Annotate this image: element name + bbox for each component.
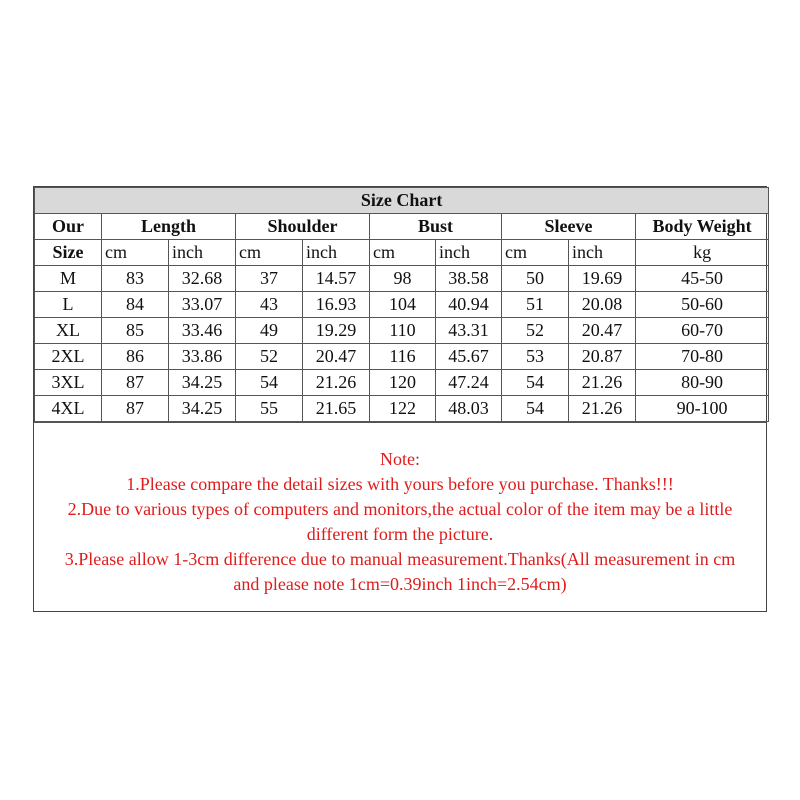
size-label-cell: L bbox=[35, 292, 102, 318]
size-value-cell: 83 bbox=[102, 266, 169, 292]
size-value-cell: 86 bbox=[102, 344, 169, 370]
bust-header: Bust bbox=[370, 214, 502, 240]
unit-cell: cm bbox=[102, 240, 169, 266]
size-value-cell: 54 bbox=[502, 370, 569, 396]
size-value-cell: 21.65 bbox=[303, 396, 370, 422]
table-row bbox=[35, 396, 769, 422]
size-label-cell: M bbox=[35, 266, 102, 292]
unit-cell: cm bbox=[236, 240, 303, 266]
note-line: and please note 1cm=0.39inch 1inch=2.54cm) bbox=[233, 574, 567, 594]
group-header-row bbox=[35, 214, 769, 240]
size-value-cell: 21.26 bbox=[569, 396, 636, 422]
size-label-cell: 4XL bbox=[35, 396, 102, 422]
sleeve-header: Sleeve bbox=[502, 214, 636, 240]
unit-cell: inch bbox=[169, 240, 236, 266]
size-value-cell: 33.46 bbox=[169, 318, 236, 344]
size-value-cell: 33.86 bbox=[169, 344, 236, 370]
size-value-cell: 20.47 bbox=[569, 318, 636, 344]
note-line: different form the picture. bbox=[306, 524, 494, 544]
size-value-cell: 87 bbox=[102, 370, 169, 396]
table-row bbox=[35, 318, 769, 344]
size-value-cell: 45-50 bbox=[636, 266, 769, 292]
note-line: 3.Please allow 1-3cm difference due to manual measurement.Thanks(All measurement in cm bbox=[64, 549, 736, 569]
size-value-cell: 14.57 bbox=[303, 266, 370, 292]
size-value-cell: 70-80 bbox=[636, 344, 769, 370]
size-value-cell: 47.24 bbox=[436, 370, 502, 396]
size-chart bbox=[33, 186, 767, 612]
body-weight-header: Body Weight bbox=[636, 214, 769, 240]
size-value-cell: 21.26 bbox=[569, 370, 636, 396]
size-value-cell: 53 bbox=[502, 344, 569, 370]
size-value-cell: 50-60 bbox=[636, 292, 769, 318]
size-value-cell: 51 bbox=[502, 292, 569, 318]
size-value-cell: 21.26 bbox=[303, 370, 370, 396]
size-value-cell: 84 bbox=[102, 292, 169, 318]
size-value-cell: 37 bbox=[236, 266, 303, 292]
size-value-cell: 54 bbox=[502, 396, 569, 422]
length-header: Length bbox=[102, 214, 236, 240]
size-value-cell: 55 bbox=[236, 396, 303, 422]
size-value-cell: 90-100 bbox=[636, 396, 769, 422]
shoulder-header: Shoulder bbox=[236, 214, 370, 240]
table-row bbox=[35, 344, 769, 370]
size-value-cell: 120 bbox=[370, 370, 436, 396]
size-value-cell: 32.68 bbox=[169, 266, 236, 292]
unit-header-row bbox=[35, 240, 769, 266]
size-value-cell: 80-90 bbox=[636, 370, 769, 396]
size-value-cell: 43.31 bbox=[436, 318, 502, 344]
note-line: 1.Please compare the detail sizes with yours before you purchase. Thanks!!! bbox=[126, 474, 674, 494]
size-value-cell: 110 bbox=[370, 318, 436, 344]
note-heading: Note: bbox=[380, 449, 420, 469]
table-row bbox=[35, 266, 769, 292]
size-value-cell: 34.25 bbox=[169, 370, 236, 396]
notes-section bbox=[34, 422, 766, 611]
size-value-cell: 104 bbox=[370, 292, 436, 318]
size-value-cell: 54 bbox=[236, 370, 303, 396]
size-value-cell: 116 bbox=[370, 344, 436, 370]
unit-cell: inch bbox=[436, 240, 502, 266]
unit-cell: cm bbox=[370, 240, 436, 266]
size-value-cell: 20.47 bbox=[303, 344, 370, 370]
unit-cell: inch bbox=[569, 240, 636, 266]
size-label-cell: XL bbox=[35, 318, 102, 344]
size-value-cell: 20.87 bbox=[569, 344, 636, 370]
size-value-cell: 85 bbox=[102, 318, 169, 344]
our-size-header: Our bbox=[35, 214, 102, 240]
size-value-cell: 122 bbox=[370, 396, 436, 422]
size-value-cell: 60-70 bbox=[636, 318, 769, 344]
size-value-cell: 52 bbox=[236, 344, 303, 370]
note-line: 2.Due to various types of computers and monitors,the actual color of the item may be a little bbox=[67, 499, 733, 519]
size-value-cell: 98 bbox=[370, 266, 436, 292]
our-size-header-line2: Size bbox=[35, 240, 102, 266]
size-value-cell: 33.07 bbox=[169, 292, 236, 318]
size-rows bbox=[35, 266, 769, 422]
table-row bbox=[35, 292, 769, 318]
unit-cell: kg bbox=[636, 240, 769, 266]
size-value-cell: 34.25 bbox=[169, 396, 236, 422]
size-value-cell: 48.03 bbox=[436, 396, 502, 422]
size-value-cell: 19.69 bbox=[569, 266, 636, 292]
size-table bbox=[34, 187, 769, 422]
size-value-cell: 16.93 bbox=[303, 292, 370, 318]
unit-cell: cm bbox=[502, 240, 569, 266]
size-label-cell: 2XL bbox=[35, 344, 102, 370]
title-row bbox=[35, 188, 769, 214]
chart-title: Size Chart bbox=[35, 188, 769, 214]
size-value-cell: 52 bbox=[502, 318, 569, 344]
size-value-cell: 40.94 bbox=[436, 292, 502, 318]
table-row bbox=[35, 370, 769, 396]
size-value-cell: 45.67 bbox=[436, 344, 502, 370]
size-value-cell: 87 bbox=[102, 396, 169, 422]
size-value-cell: 20.08 bbox=[569, 292, 636, 318]
size-value-cell: 49 bbox=[236, 318, 303, 344]
size-value-cell: 50 bbox=[502, 266, 569, 292]
unit-cell: inch bbox=[303, 240, 370, 266]
size-value-cell: 38.58 bbox=[436, 266, 502, 292]
size-value-cell: 19.29 bbox=[303, 318, 370, 344]
size-label-cell: 3XL bbox=[35, 370, 102, 396]
size-value-cell: 43 bbox=[236, 292, 303, 318]
